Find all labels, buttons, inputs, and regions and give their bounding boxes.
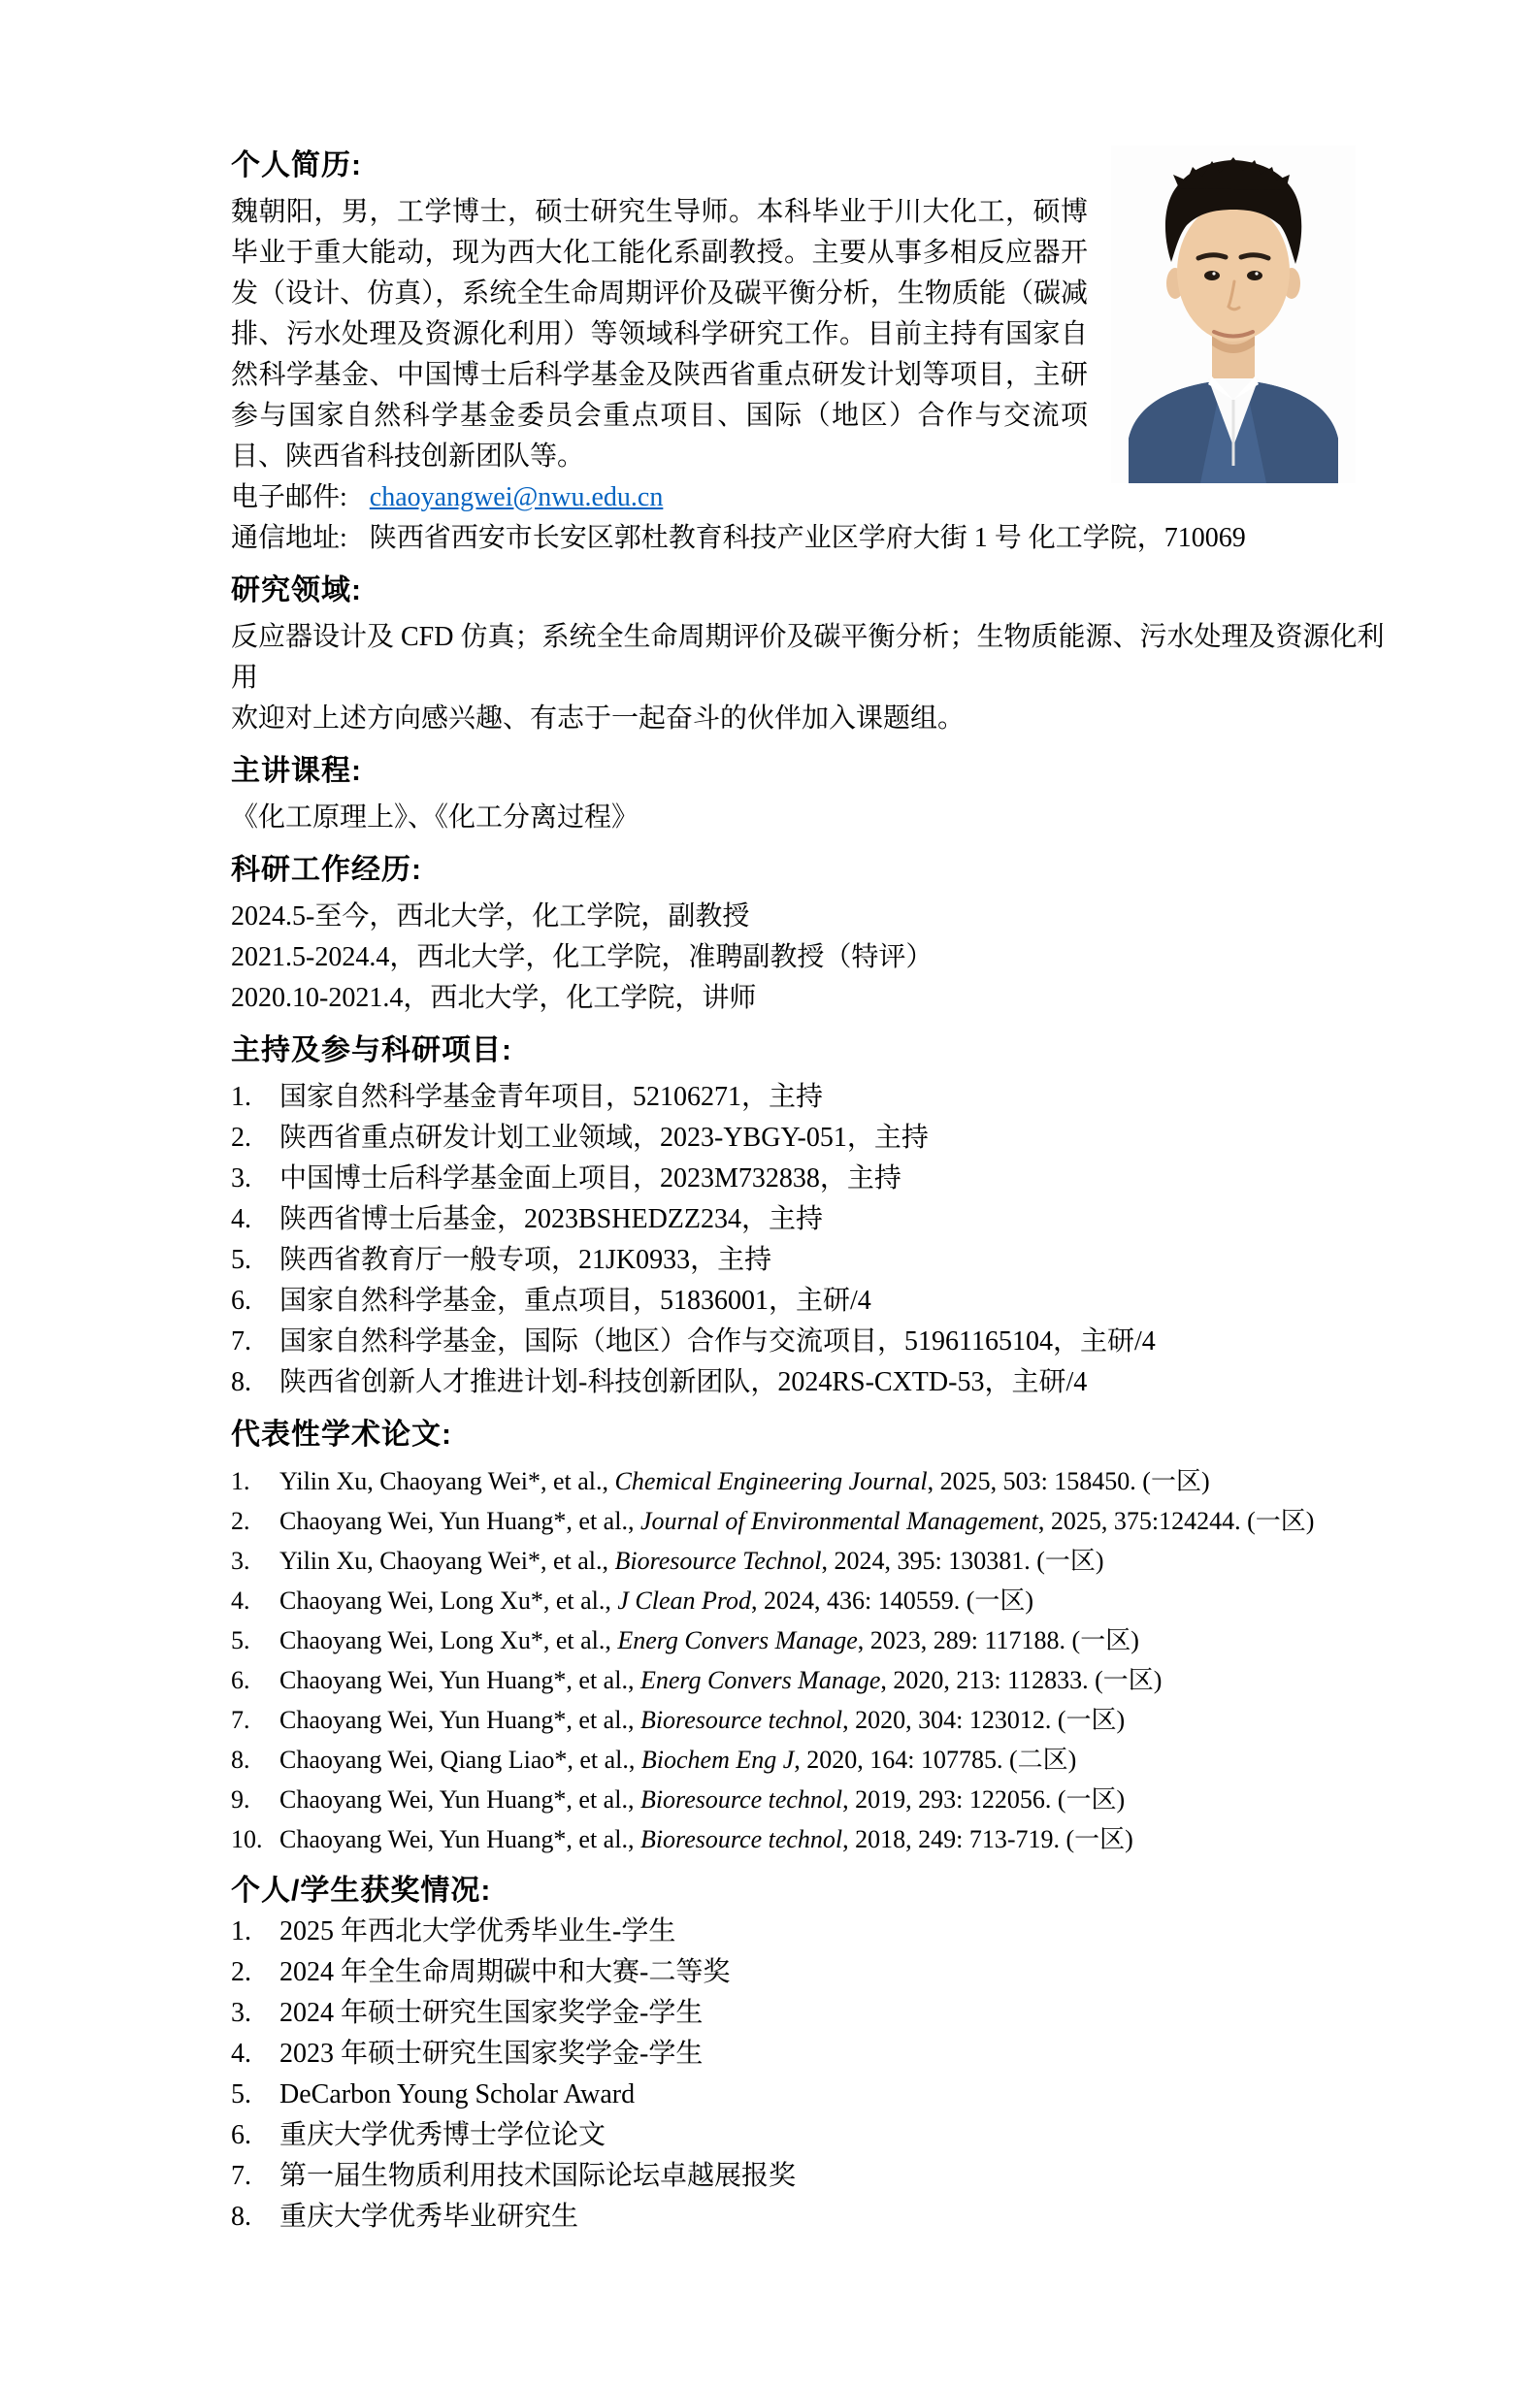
award-item-text: 2025 年西北大学优秀毕业生-学生 [279, 1916, 676, 1946]
paper-item-number: 7. [231, 1706, 250, 1734]
paper-journal: Bioresource Technol [614, 1547, 822, 1575]
project-item [231, 1077, 1394, 1118]
project-item-number: 5. [231, 1245, 251, 1275]
paper-authors: Chaoyang Wei, Qiang Liao*, et al., [279, 1746, 641, 1774]
award-item-number: 1. [231, 1916, 251, 1946]
paper-journal: Chemical Engineering Journal [614, 1467, 928, 1495]
email-label: 电子邮件: [231, 482, 347, 512]
paper-tail: , 2024, 436: 140559. (一区) [751, 1586, 1034, 1615]
award-item [231, 1912, 1394, 1952]
paper-journal: Bioresource technol [639, 1825, 843, 1853]
paper-journal: Bioresource technol [639, 1706, 843, 1734]
paper-item-text [279, 1700, 1394, 1740]
project-item [231, 1159, 1394, 1199]
project-item-text: 国家自然科学基金青年项目，52106271，主持 [279, 1082, 824, 1112]
award-item-text: 2024 年全生命周期碳中和大赛-二等奖 [279, 1957, 731, 1987]
project-item-number: 7. [231, 1326, 251, 1357]
paper-journal: Energ Convers Manage [639, 1666, 881, 1694]
experience-item: 2020.10-2021.4，西北大学，化工学院，讲师 [231, 983, 757, 1013]
experience-heading: 科研工作经历: [231, 854, 422, 886]
paper-authors: Chaoyang Wei, Long Xu*, et al., [279, 1626, 618, 1654]
paper-item [231, 1780, 1394, 1819]
project-item-number: 6. [231, 1286, 251, 1316]
award-item [231, 2156, 1394, 2197]
award-item-number: 3. [231, 1998, 251, 2028]
award-item-text: 2023 年硕士研究生国家奖学金-学生 [279, 2039, 704, 2069]
research-areas-line2: 欢迎对上述方向感兴趣、有志于一起奋斗的伙伴加入课题组。 [231, 703, 966, 734]
paper-item [231, 1461, 1394, 1501]
project-item-text: 陕西省教育厅一般专项，21JK0933，主持 [279, 1245, 772, 1275]
project-item-number: 3. [231, 1163, 251, 1194]
courses-text: 《化工原理上》、《化工分离过程》 [231, 802, 639, 833]
award-item-number: 6. [231, 2120, 251, 2150]
award-item [231, 1993, 1394, 2034]
paper-authors: Chaoyang Wei, Yun Huang*, et al., [279, 1507, 640, 1535]
experience-item: 2024.5-至今，西北大学，化工学院，副教授 [231, 901, 750, 932]
paper-tail: , 2025, 503: 158450. (一区) [927, 1467, 1210, 1495]
paper-tail: , 2018, 249: 713-719. (一区) [842, 1825, 1133, 1853]
courses-section [231, 751, 1394, 838]
paper-item [231, 1501, 1394, 1541]
paper-item [231, 1819, 1394, 1859]
paper-authors: Chaoyang Wei, Yun Huang*, et al., [279, 1706, 640, 1734]
project-item-number: 8. [231, 1367, 251, 1397]
paper-tail: , 2020, 213: 112833. (一区) [880, 1666, 1163, 1694]
courses-heading: 主讲课程: [231, 755, 362, 787]
address-label: 通信地址: [231, 523, 347, 553]
project-item-number: 4. [231, 1204, 251, 1234]
award-item-text: DeCarbon Young Scholar Award [279, 2079, 636, 2109]
paper-item [231, 1740, 1394, 1780]
paper-tail: , 2024, 395: 130381. (一区) [821, 1547, 1104, 1575]
paper-item-text [279, 1620, 1394, 1660]
project-item-number: 1. [231, 1082, 251, 1112]
awards-heading: 个人/学生获奖情况: [231, 1875, 492, 1907]
project-item-text: 陕西省重点研发计划工业领域，2023-YBGY-051，主持 [279, 1123, 929, 1153]
research-areas-heading: 研究领域: [231, 574, 362, 606]
projects-section [231, 1030, 1394, 1403]
paper-item-text [279, 1541, 1394, 1581]
portrait-photo [1111, 146, 1356, 483]
project-item-text: 陕西省博士后基金，2023BSHEDZZ234，主持 [279, 1204, 824, 1234]
paper-item-text [279, 1581, 1394, 1620]
project-item-number: 2. [231, 1123, 251, 1153]
paper-authors: Yilin Xu, Chaoyang Wei*, et al., [279, 1547, 615, 1575]
paper-tail: , 2025, 375:124244. (一区) [1037, 1507, 1315, 1535]
paper-authors: Chaoyang Wei, Yun Huang*, et al., [279, 1666, 640, 1694]
portrait-photo-image [1111, 146, 1356, 483]
paper-item-text [279, 1501, 1394, 1541]
paper-journal: Biochem Eng J [640, 1746, 795, 1774]
project-item [231, 1118, 1394, 1159]
paper-tail: , 2019, 293: 122056. (一区) [842, 1785, 1126, 1814]
paper-authors: Chaoyang Wei, Yun Huang*, et al., [279, 1825, 640, 1853]
award-item-text: 重庆大学优秀博士学位论文 [279, 2120, 606, 2150]
paper-item-number: 10. [231, 1825, 263, 1853]
email-link[interactable]: chaoyangwei@nwu.edu.cn [369, 482, 664, 512]
paper-authors: Chaoyang Wei, Long Xu*, et al., [279, 1586, 618, 1615]
experience-section [231, 850, 1394, 1019]
paper-tail: , 2023, 289: 117188. (一区) [857, 1626, 1139, 1654]
address-value: 陕西省西安市长安区郭杜教育科技产业区学府大街 1 号 化工学院，710069 [369, 523, 1246, 553]
paper-item [231, 1700, 1394, 1740]
award-item-text: 2024 年硕士研究生国家奖学金-学生 [279, 1998, 704, 2028]
project-item-text: 国家自然科学基金，重点项目，51836001，主研/4 [279, 1286, 871, 1316]
research-areas-line1: 反应器设计及 CFD 仿真；系统全生命周期评价及碳平衡分析；生物质能源、污水处理及资源化利用 [231, 622, 1385, 693]
paper-journal: Bioresource technol [639, 1785, 843, 1814]
paper-item-number: 6. [231, 1666, 250, 1694]
paper-item-number: 5. [231, 1626, 250, 1654]
projects-heading: 主持及参与科研项目: [231, 1034, 512, 1066]
profile-bio: 魏朝阳，男，工学博士，硕士研究生导师。本科毕业于川大化工，硕博毕业于重大能动，现为西大化工能化系副教授。主要从事多相反应器开发（设计、仿真），系统全生命周期评价及碳平衡分析，生物质能（碳减排、污水处理及资源化利用）等领域科学研究工作。目前主持有国家自然科学基金、中国博士后科学基金及陕西省重点研发计划等项目，主研参与国家自然科学基金委员会重点项目、国际（地区）合作与交流项目、陕西省科技创新团队等。 [231, 197, 1088, 472]
research-areas-section [231, 571, 1394, 739]
project-item-text: 国家自然科学基金，国际（地区）合作与交流项目，51961165104，主研/4 [279, 1326, 1156, 1357]
profile-heading: 个人简历: [231, 149, 362, 181]
award-item [231, 2197, 1394, 2238]
paper-item-number: 9. [231, 1785, 250, 1814]
paper-item-number: 2. [231, 1507, 250, 1535]
experience-item: 2021.5-2024.4，西北大学，化工学院，准聘副教授（特评） [231, 942, 934, 972]
paper-item-text [279, 1660, 1394, 1700]
award-item [231, 1952, 1394, 1993]
paper-tail: , 2020, 304: 123012. (一区) [842, 1706, 1126, 1734]
paper-authors: Yilin Xu, Chaoyang Wei*, et al., [279, 1467, 615, 1495]
paper-authors: Chaoyang Wei, Yun Huang*, et al., [279, 1785, 640, 1814]
paper-item [231, 1620, 1394, 1660]
paper-item-text [279, 1461, 1394, 1501]
project-item [231, 1199, 1394, 1240]
project-item [231, 1240, 1394, 1281]
paper-item [231, 1660, 1394, 1700]
paper-item [231, 1541, 1394, 1581]
experience-list [231, 897, 1394, 1019]
project-item [231, 1322, 1394, 1362]
paper-item-number: 4. [231, 1586, 250, 1615]
award-item-number: 5. [231, 2079, 251, 2109]
paper-item-text [279, 1740, 1394, 1780]
papers-section [231, 1415, 1394, 1859]
paper-item-text [279, 1780, 1394, 1819]
paper-item-number: 8. [231, 1746, 250, 1774]
award-item [231, 2115, 1394, 2156]
paper-journal: Journal of Environmental Management [639, 1507, 1038, 1535]
papers-heading: 代表性学术论文: [231, 1419, 452, 1451]
award-item-text: 第一届生物质利用技术国际论坛卓越展报奖 [279, 2161, 797, 2191]
profile-section [231, 146, 1394, 559]
project-item-text: 陕西省创新人才推进计划-科技创新团队，2024RS-CXTD-53，主研/4 [279, 1367, 1088, 1397]
paper-item-text [279, 1819, 1394, 1859]
paper-item-number: 1. [231, 1467, 250, 1495]
award-item-number: 7. [231, 2161, 251, 2191]
paper-item [231, 1581, 1394, 1620]
award-item [231, 2034, 1394, 2075]
paper-item-number: 3. [231, 1547, 250, 1575]
paper-journal: Energ Convers Manage [617, 1626, 858, 1654]
award-item-text: 重庆大学优秀毕业研究生 [279, 2202, 579, 2232]
award-item [231, 2075, 1394, 2115]
award-item-number: 4. [231, 2039, 251, 2069]
project-item [231, 1281, 1394, 1322]
awards-section [231, 1871, 1394, 2238]
awards-list [231, 1912, 1394, 2238]
projects-list [231, 1077, 1394, 1403]
project-item-text: 中国博士后科学基金面上项目，2023M732838，主持 [279, 1163, 901, 1194]
paper-journal: J Clean Prod [617, 1586, 752, 1615]
address-row [231, 518, 1394, 559]
award-item-number: 2. [231, 1957, 251, 1987]
award-item-number: 8. [231, 2202, 251, 2232]
paper-tail: , 2020, 164: 107785. (二区) [794, 1746, 1077, 1774]
papers-list [231, 1461, 1394, 1859]
email-row [231, 477, 1394, 518]
project-item [231, 1362, 1394, 1403]
